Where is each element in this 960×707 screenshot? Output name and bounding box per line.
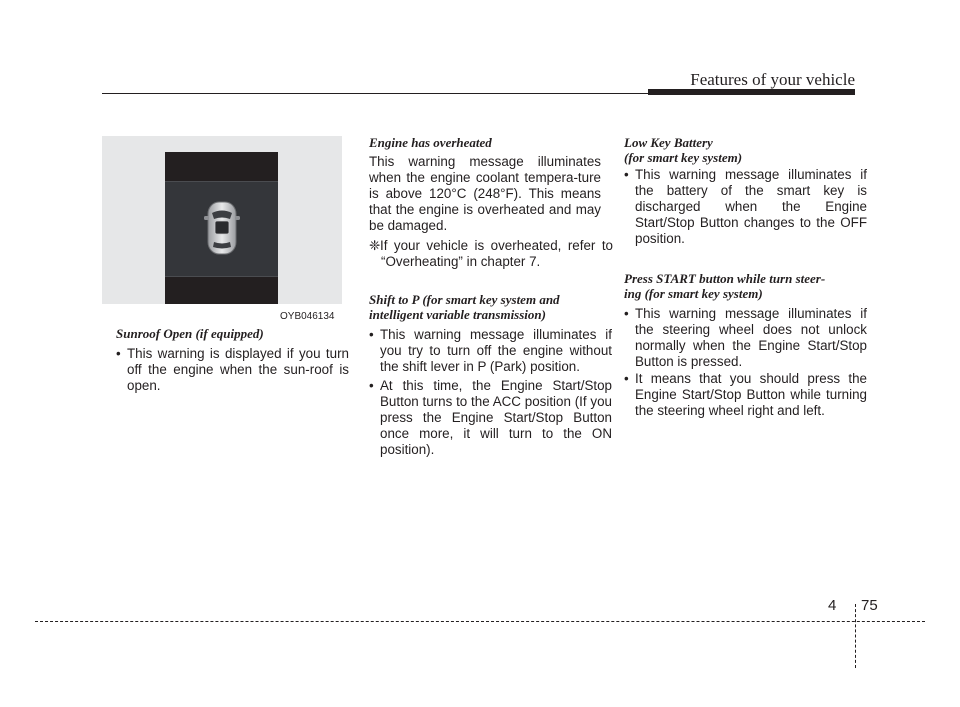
list-item-text: This warning is displayed if you turn off the engine when the sun-roof is open. (127, 346, 349, 393)
car-top-view-sunroof-icon (203, 200, 241, 256)
list-item: • At this time, the Engine Start/Stop Button turns to the ACC position (If you press the Engine Start/Stop Button once more, it will turn to the ON position). (369, 378, 612, 457)
cluster-display (165, 152, 278, 304)
heading-line: (for smart key system) (624, 150, 743, 165)
list-item-text: This warning message illuminates if you try to turn off the engine without the shift lever in P (Park) position. (380, 327, 612, 374)
note (369, 238, 613, 270)
list-item: • This warning message illuminates if you try to turn off the engine without the shift lever in P (Park) position. (369, 327, 612, 374)
note-mark-icon: ❈ (369, 238, 381, 253)
paragraph: This warning message illuminates when the engine coolant tempera-ture is above 120°C (248°F). This means that the engine is overheated and may be damaged. (369, 154, 601, 233)
section-heading-sunroof-open: Sunroof Open (if equipped) (116, 326, 264, 341)
list-item: • This warning message illuminates if the battery of the smart key is discharged when the Engine Start/Stop Button changes to the OFF position. (624, 167, 867, 246)
list-item-text: It means that you should press the Engine Start/Stop Button while turning the steering wheel right and left. (635, 371, 867, 418)
list-item: • It means that you should press the Engine Start/Stop Button while turning the steering wheel right and left. (624, 371, 867, 418)
page-number: 75 (861, 597, 878, 614)
figure-code: OYB046134 (280, 311, 335, 322)
list-item-text: This warning message illuminates if the battery of the smart key is discharged when the Engine Start/Stop Button changes to the OFF position. (635, 167, 867, 246)
list-item-text: At this time, the Engine Start/Stop Button turns to the ACC position (If you press the Engine Start/Stop Button once more, it will turn to the ON position). (380, 378, 612, 457)
header-accent-bar (648, 89, 855, 95)
section-heading-shift-to-p (369, 292, 605, 322)
note-text: If your vehicle is overheated, refer to “Overheating” in chapter 7. (380, 238, 613, 269)
list-item-text: This warning message illuminates if the steering wheel does not unlock normally when the Engine Start/Stop Button is pressed. (635, 306, 867, 369)
heading-line: ing (for smart key system) (624, 286, 763, 301)
heading-line: Shift to P (for smart key system and (369, 292, 560, 307)
section-heading-low-key-battery (624, 135, 742, 165)
heading-line: Low Key Battery (624, 135, 713, 150)
chapter-number: 4 (828, 597, 837, 614)
list-item: • This warning message illuminates if the steering wheel does not unlock normally when the Engine Start/Stop Button is pressed. (624, 306, 867, 369)
header-title: Features of your vehicle (690, 70, 855, 89)
section-heading-press-start (624, 271, 860, 301)
list-item: • This warning is displayed if you turn off the engine when the sun-roof is open. (116, 346, 349, 393)
section-heading-engine-overheated: Engine has overheated (369, 135, 492, 150)
warning-figure (102, 136, 342, 304)
heading-line: intelligent variable transmission) (369, 307, 546, 322)
footer-divider (855, 604, 856, 668)
footer-rule (35, 621, 925, 622)
heading-line: Press START button while turn steer- (624, 271, 826, 286)
